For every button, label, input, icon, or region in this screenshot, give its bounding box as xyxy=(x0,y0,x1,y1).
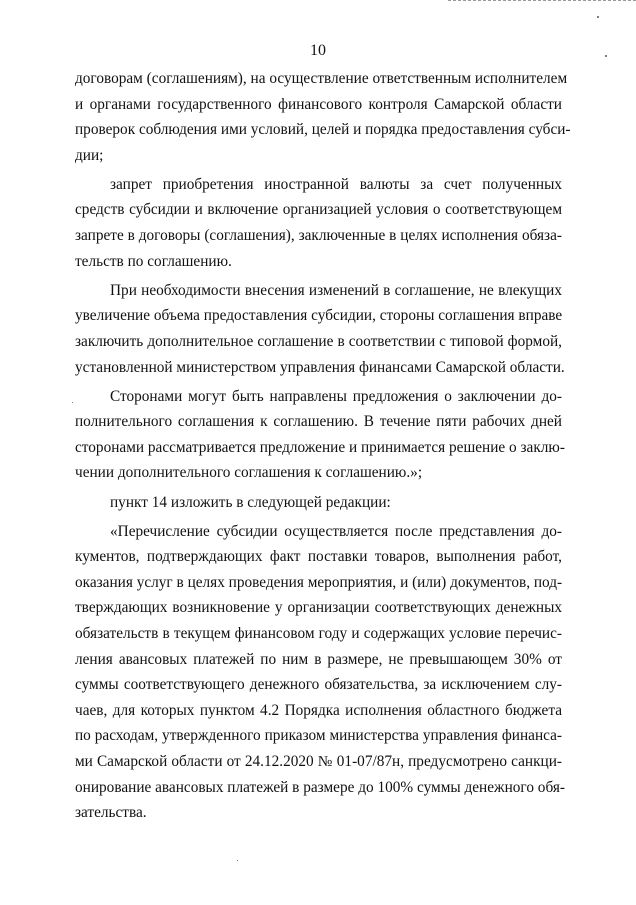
paragraph xyxy=(75,172,562,274)
text-line: запрете в договоры (соглашения), заключенные в целях исполнения обяза- xyxy=(75,227,562,245)
paragraph xyxy=(75,384,565,486)
text-line: средств субсидии и включение организацией условия о соответствующем xyxy=(75,201,562,219)
text-line: увеличение объема предоставления субсидии, стороны соглашения вправе xyxy=(75,307,563,325)
text-line: заключить дополнительное соглашение в соответствии с типовой формой, xyxy=(75,332,562,350)
scan-speck xyxy=(597,16,599,18)
text-line: установленной министерством управления финансами Самарской области. xyxy=(75,358,565,376)
text-line: обязательств в текущем финансовом году и содержащих условие перечис- xyxy=(75,624,562,642)
text-line: запрет приобретения иностранной валюты за счет полученных xyxy=(110,175,562,193)
text-line: ми Самарской области от 24.12.2020 № 01-07/87н, предусмотрено санкци- xyxy=(75,752,562,770)
text-line: чаев, для которых пунктом 4.2 Порядка исполнения областного бюджета xyxy=(75,701,562,719)
text-line: пункт 14 изложить в следующей редакции: xyxy=(110,493,391,511)
text-line: онирование авансовых платежей в размере до 100% суммы денежного обя- xyxy=(75,778,565,796)
text-line: чении дополнительного соглашения к соглашению.»; xyxy=(75,464,423,482)
text-line: проверок соблюдения ими условий, целей и порядка предоставления субси- xyxy=(75,121,571,139)
text-line: тельств по соглашению. xyxy=(75,252,232,270)
document-body xyxy=(75,66,571,826)
text-line: и органами государственного финансового контроля Самарской области xyxy=(75,95,562,113)
text-line: дии; xyxy=(75,146,104,164)
text-line: При необходимости внесения изменений в соглашение, не влекущих xyxy=(110,281,562,299)
text-line: сторонами рассматривается предложение и принимается решение о заклю- xyxy=(75,438,565,456)
text-line: договорам (соглашениям), на осуществление ответственным исполнителем xyxy=(75,70,568,87)
text-line: Сторонами могут быть направлены предложения о заключении до- xyxy=(110,387,562,405)
text-line: кументов, подтверждающих факт поставки товаров, выполнения работ, xyxy=(75,548,562,566)
paragraph xyxy=(75,519,565,826)
scan-edge-mark xyxy=(448,0,636,3)
text-line: ления авансовых платежей по ним в размере, не превышающем 30% от xyxy=(75,650,562,668)
paragraph xyxy=(75,490,562,516)
paragraph xyxy=(75,66,571,168)
text-line: тверждающих возникновение у организации соответствующих денежных xyxy=(75,599,562,617)
paragraph xyxy=(75,278,565,380)
scan-speck xyxy=(72,402,73,403)
text-line: оказания услуг в целях проведения мероприятия, и (или) документов, под- xyxy=(75,573,563,591)
scan-speck xyxy=(237,860,238,861)
text-line: суммы соответствующего денежного обязательства, за исключением слу- xyxy=(75,676,562,694)
text-line: полнительного соглашения к соглашению. В течение пяти рабочих дней xyxy=(75,413,562,431)
text-line: зательства. xyxy=(75,804,147,822)
text-line: по расходам, утвержденного приказом министерства управления финанса- xyxy=(75,727,562,745)
text-line: «Перечисление субсидии осуществляется после представления до- xyxy=(110,522,562,540)
page-number: 10 xyxy=(310,42,326,59)
